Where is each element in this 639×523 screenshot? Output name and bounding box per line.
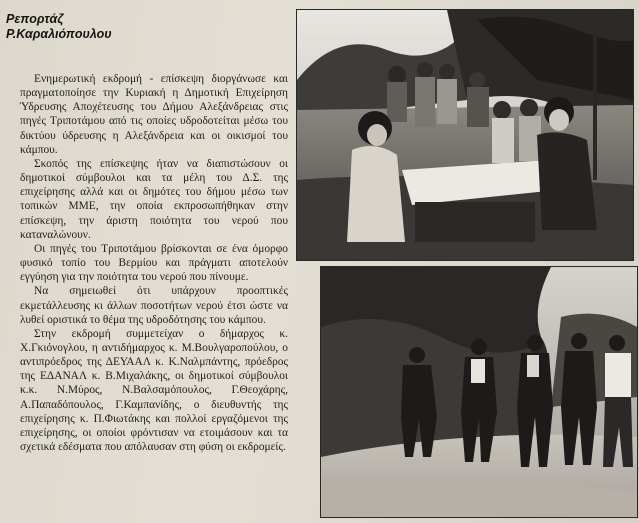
photo-picnic-table-group bbox=[296, 9, 634, 261]
section-label: Ρεπορτάζ bbox=[6, 12, 64, 26]
photo-men-walking-path bbox=[320, 266, 638, 518]
byline bbox=[6, 12, 112, 42]
article-paragraph: Στην εκδρομή συμμετείχαν ο δήμαρχος κ. Χ.Γκιόνογλου, η αντιδήμαρχος κ. Μ.Βουλγαροπούλου, ο αντιπρόεδρος της ΔΕΥΑΑΛ κ. Κ.Ναλμπάντης, πρόεδρος της ΕΔΑΝΑΛ κ. Β.Μιχαλάκης, οι δημοτικοί σύμβουλοι κ.κ. Ν.Μύρος, Ν.Βαλσαμόπουλος, Γ.Θεοχάρης, Α.Παπαδόπουλος, Γ.Καμπανίδης, ο διευθυντής της επιχείρησης κ. Π.Φιωτάκης και πολλοί εργαζόμενοι της επιχείρησης, οι οποίοι φρόντισαν να ετοιμάσουν και τα σχετικά εδέσματα που απόλαυσαν στη φύση οι εκδρομείς. bbox=[20, 327, 288, 454]
article-paragraph: Οι πηγές του Τριποτάμου βρίσκονται σε ένα όμορφο φυσικό τοπίο του Βερμίου και πράγματι αποτελούν εγγύηση για την ποιότητα του νερού που πίνουμε. bbox=[20, 242, 288, 284]
article-paragraph: Σκοπός της επίσκεψης ήταν να διαπιστώσουν οι δημοτικοί σύμβουλοι και τα μέλη του Δ.Σ. της επιχείρησης αλλά και οι δημότες του δήμου μέσω των τοπικών ΜΜΕ, την οποία εκπροσωπήθηκαν στην επίσκεψη, την άριστη ποιότητα του νερού που καταναλώνουν. bbox=[20, 157, 288, 241]
author-name: Ρ.Καραλιόπουλου bbox=[6, 27, 112, 41]
article-paragraph: Να σημειωθεί ότι υπάρχουν προοπτικές εκμετάλλευσης κι άλλων ποσοτήτων νερού έτσι ώστε να λυθεί οριστικά το θέμα της υδροδότησης του κάμπου. bbox=[20, 285, 288, 326]
article-body bbox=[20, 72, 288, 454]
article-paragraph: Ενημερωτική εκδρομή - επίσκεψη διοργάνωσε και πραγματοποίησε την Κυριακή η Δημοτική Επιχείρηση Ύδρευσης Αποχέτευσης του Δήμου Αλεξάνδρειας στις πηγές Τριποτάμου από τις οποίες υδροδοτείται μέσω του δικτύου ύδρευσης η Αλεξάνδρεια και οι οικισμοί του κάμπου. bbox=[20, 73, 288, 156]
